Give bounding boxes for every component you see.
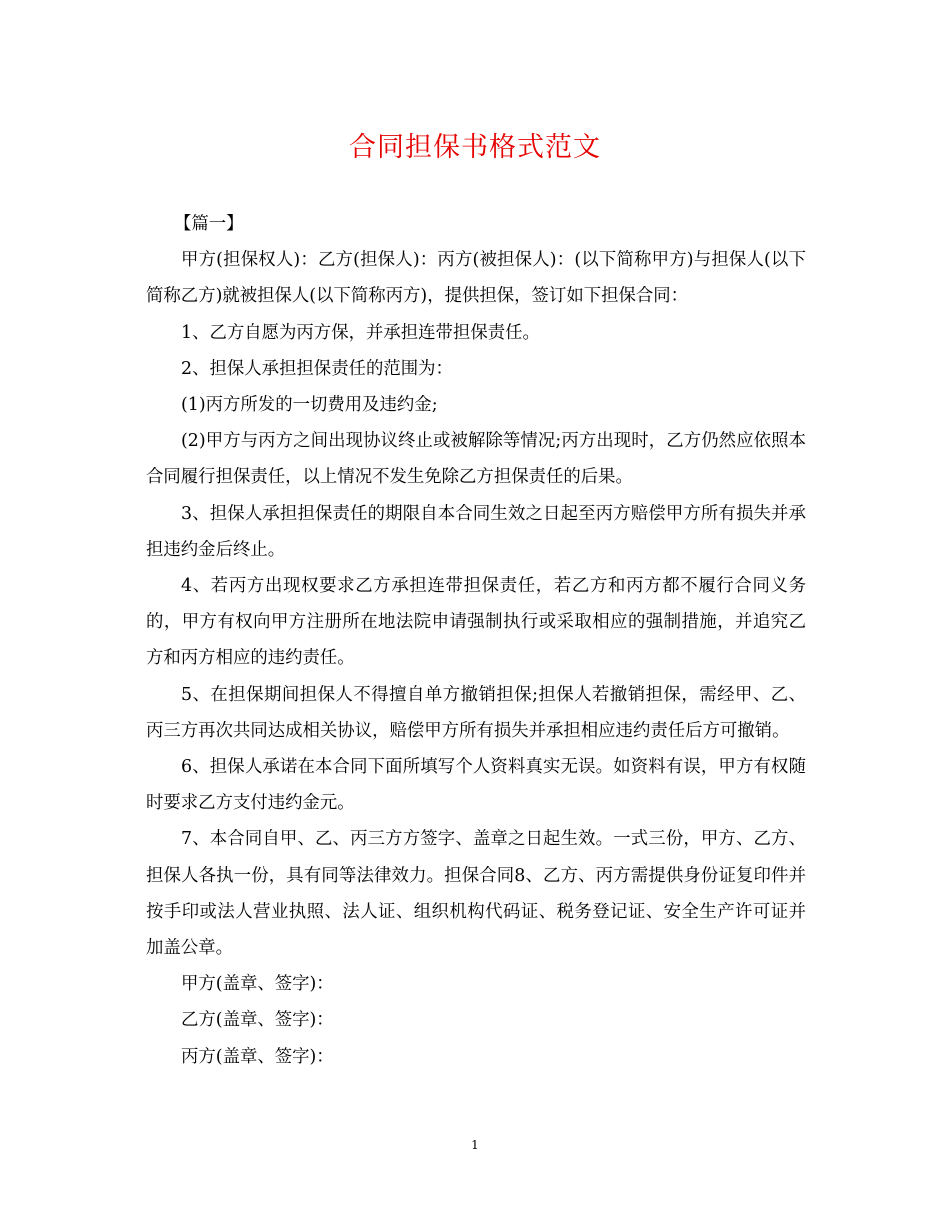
page-number: 1 [471,1138,479,1152]
clause-2: 2、担保人承担担保责任的范围为： [181,358,453,379]
clause-1: 1、乙方自愿为丙方保，并承担连带担保责任。 [181,322,540,343]
clause-7: 7、本合同自甲、乙、丙三方方签字、盖章之日起生效。一式三份，甲方、乙方、担保人各执一份，具有同等法律效力。担保合同8、乙方、丙方需提供身份证复印件并按手印或法人营业执照、法人证、组织机构代码证、税务登记证、安全生产许可证并加盖公章。 [146,829,806,959]
clause-5: 5、在担保期间担保人不得擅自单方撤销担保;担保人若撤销担保，需经甲、乙、丙三方再次共同达成相关协议，赔偿甲方所有损失并承担相应违约责任后方可撤销。 [146,684,806,741]
document-title: 合同担保书格式范文 [349,132,601,163]
signature-party-c: 丙方(盖章、签字)： [181,1046,334,1067]
signature-party-a: 甲方(盖章、签字)： [181,974,334,995]
clause-2-item-2: (2)甲方与丙方之间出现协议终止或被解除等情况;丙方出现时，乙方仍然应依照本合同履行担保责任，以上情况不发生免除乙方担保责任的后果。 [146,431,806,488]
clause-6: 6、担保人承诺在本合同下面所填写个人资料真实无误。如资料有误，甲方有权随时要求乙方支付违约金元。 [146,757,806,814]
clause-2-item-1: (1)丙方所发的一切费用及违约金; [181,395,438,416]
signature-party-b: 乙方(盖章、签字)： [181,1010,334,1031]
section-heading: 【篇一】 [174,214,244,234]
document-body [146,206,806,1075]
clause-4: 4、若丙方出现权要求乙方承担连带担保责任，若乙方和丙方都不履行合同义务的，甲方有权向甲方注册所在地法院申请强制执行或采取相应的强制措施，并追究乙方和丙方相应的违约责任。 [146,576,806,669]
clause-3: 3、担保人承担担保责任的期限自本合同生效之日起至丙方赔偿甲方所有损失并承担违约金后终止。 [146,503,806,560]
paragraph-parties: 甲方(担保权人)：乙方(担保人)：丙方(被担保人)：(以下简称甲方)与担保人(以下简称乙方)就被担保人(以下简称丙方)，提供担保，签订如下担保合同： [146,250,806,307]
